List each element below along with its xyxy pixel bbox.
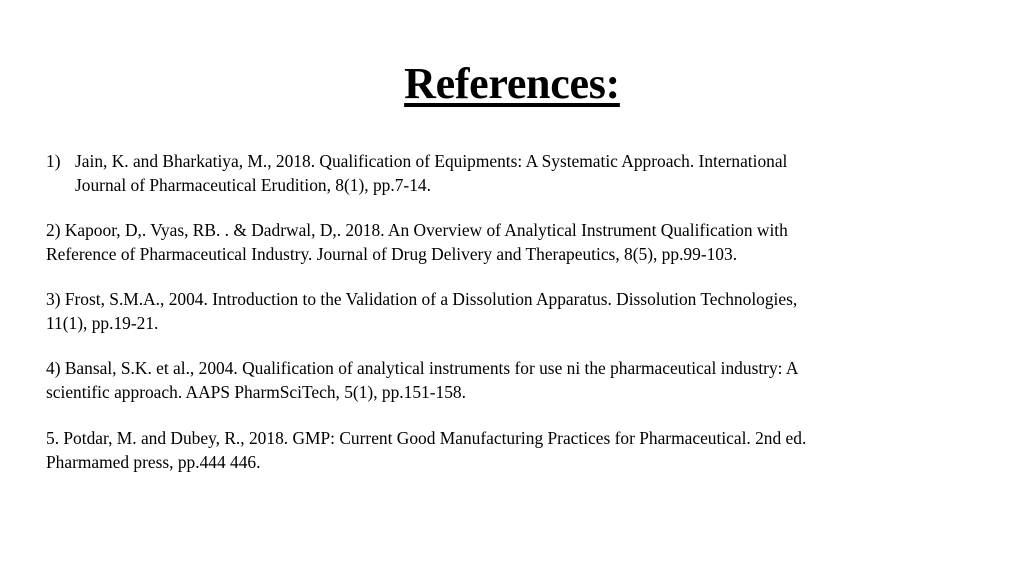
reference-text [46, 150, 926, 197]
reference-line: 2) Kapoor, D,. Vyas, RB. . & Dadrwal, D,. 2018. An Overview of Analytical Instrument Qualification with [46, 220, 788, 240]
reference-item-5 [46, 427, 926, 474]
reference-number: 1) [46, 151, 61, 171]
reference-line: Journal of Pharmaceutical Erudition, 8(1), pp.7-14. [75, 174, 431, 195]
reference-line: 11(1), pp.19-21. [46, 312, 159, 333]
reference-item-2 [46, 219, 926, 266]
reference-line: scientific approach. AAPS PharmSciTech, 5(1), pp.151-158. [46, 381, 466, 402]
reference-line: Pharmamed press, pp.444 446. [46, 451, 261, 472]
slide-title-text: References: [404, 59, 620, 108]
reference-line: 3) Frost, S.M.A., 2004. Introduction to the Validation of a Dissolution Apparatus. Dissolution Technologies, [46, 289, 798, 309]
reference-line: Reference of Pharmaceutical Industry. Journal of Drug Delivery and Therapeutics, 8(5), pp.99-103. [46, 243, 738, 264]
reference-line: 5. Potdar, M. and Dubey, R., 2018. GMP: Current Good Manufacturing Practices for Pharmaceutical. 2nd ed. [46, 428, 807, 448]
reference-line: Jain, K. and Bharkatiya, M., 2018. Qualification of Equipments: A Systematic Approach. International [75, 151, 788, 171]
reference-item-1 [46, 150, 926, 197]
reference-line: 4) Bansal, S.K. et al., 2004. Qualification of analytical instruments for use ni the pharmaceutical industry: A [46, 358, 799, 378]
reference-item-3 [46, 288, 926, 335]
slide-title [0, 56, 1024, 112]
reference-item-4 [46, 357, 926, 404]
